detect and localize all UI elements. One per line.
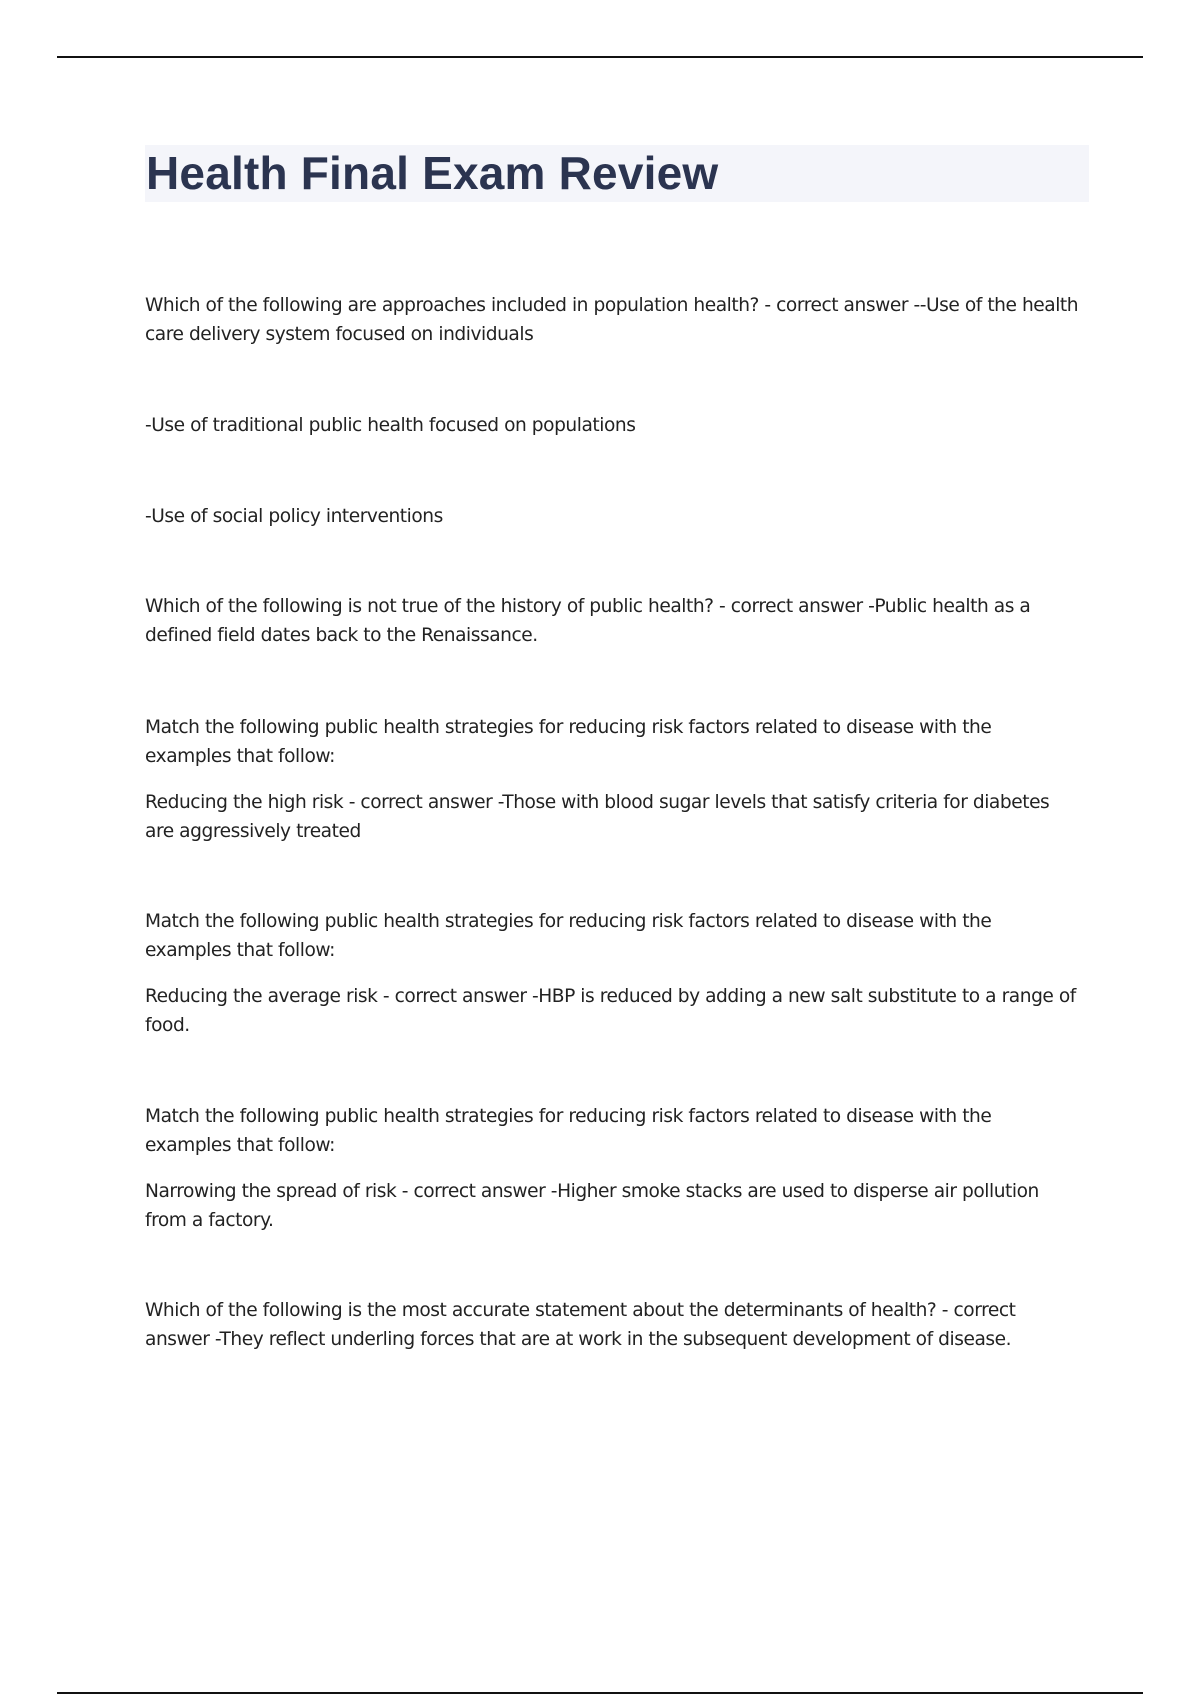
- answer-traditional-public-health: -Use of traditional public health focused on populations: [145, 415, 636, 436]
- question-match-high-risk: Match the following public health strategies for reducing risk factors related to disease with the examples that follow:: [145, 717, 992, 767]
- bottom-divider: [57, 1692, 1143, 1694]
- answer-spread-risk: Narrowing the spread of risk - correct answer -Higher smoke stacks are used to disperse air pollution from a factory.: [145, 1181, 1039, 1231]
- question-determinants-health: Which of the following is the most accurate statement about the determinants of health? - correct answer -They reflect underling forces that are at work in the subsequent development of disease.: [145, 1300, 1016, 1350]
- answer-social-policy: -Use of social policy interventions: [145, 506, 443, 527]
- document-title: Health Final Exam Review: [146, 147, 719, 199]
- answer-high-risk: Reducing the high risk - correct answer -Those with blood sugar levels that satisfy criteria for diabetes are aggressively treated: [145, 792, 1050, 842]
- question-match-average-risk: Match the following public health strategies for reducing risk factors related to disease with the examples that follow:: [145, 911, 992, 961]
- top-divider: [57, 56, 1143, 58]
- question-match-spread-risk: Match the following public health strategies for reducing risk factors related to disease with the examples that follow:: [145, 1106, 992, 1156]
- question-population-health: Which of the following are approaches included in population health? - correct answer --Use of the health care delivery system focused on individuals: [145, 295, 1079, 345]
- question-history-public-health: Which of the following is not true of the history of public health? - correct answer -Public health as a defined field dates back to the Renaissance.: [145, 596, 1031, 646]
- answer-average-risk: Reducing the average risk - correct answer -HBP is reduced by adding a new salt substitute to a range of food.: [145, 986, 1076, 1036]
